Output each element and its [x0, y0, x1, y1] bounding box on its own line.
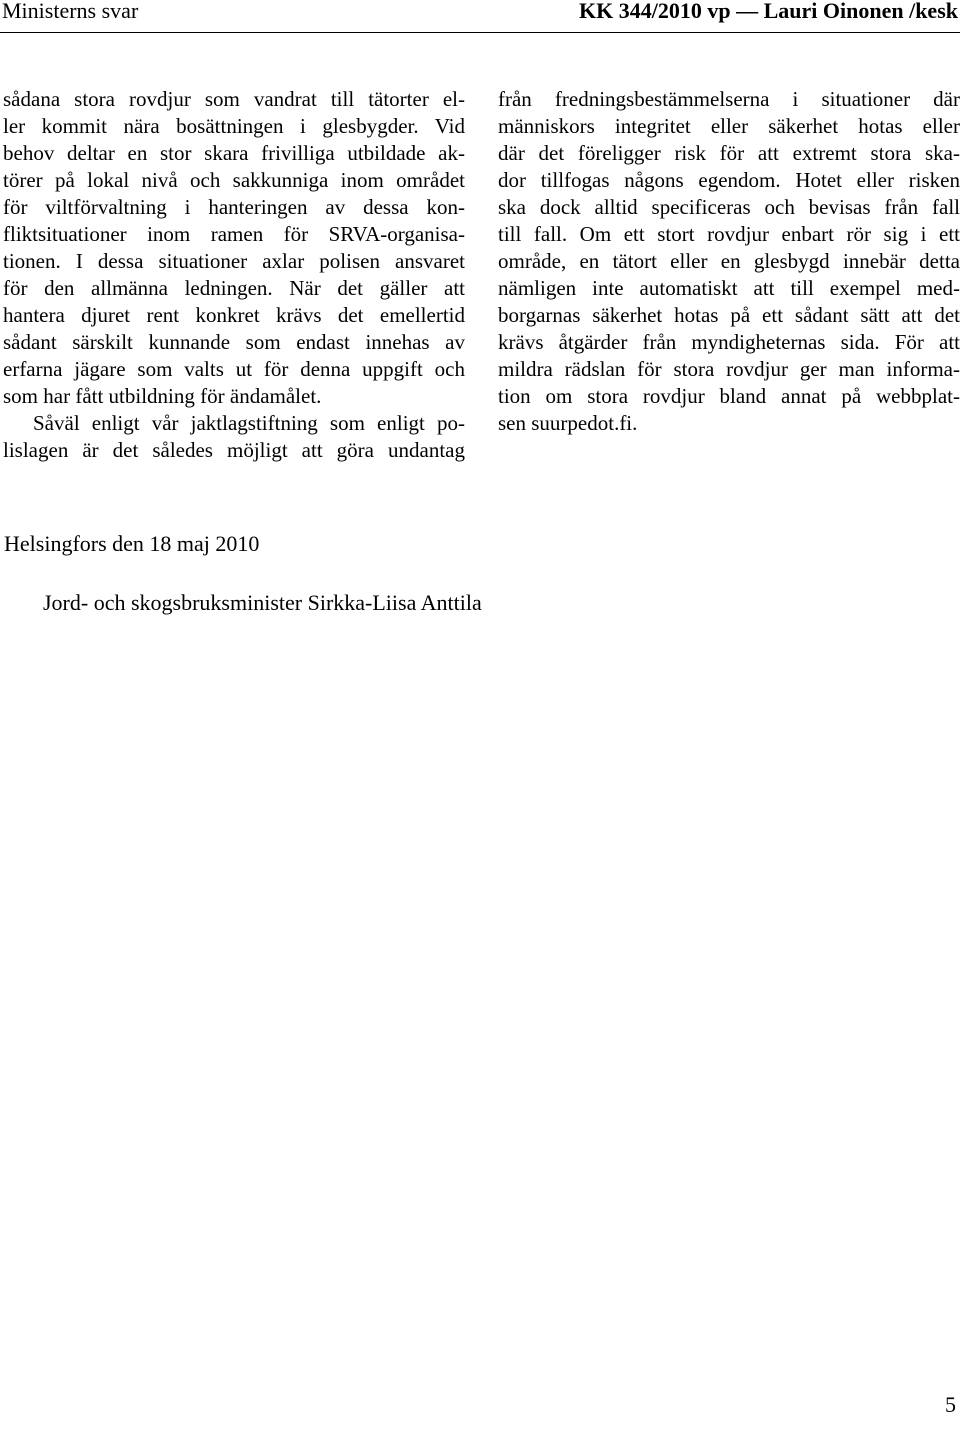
right-line-9: borgarnas säkerhet hotas på ett sådant sätt att det — [498, 303, 960, 327]
left-line-1: sådana stora rovdjur som vandrat till tätorter el- — [3, 87, 465, 111]
left-line-12: som har fått utbildning för ändamålet. — [3, 384, 322, 408]
left-line-14: lislagen är det således möjligt att göra undantag — [3, 438, 465, 462]
right-line-8: nämligen inte automatiskt att till exempel med- — [498, 276, 960, 300]
right-line-6: till fall. Om ett stort rovdjur enbart rör sig i ett — [498, 222, 960, 246]
right-line-2: människors integritet eller säkerhet hotas eller — [498, 114, 960, 138]
header-divider — [0, 32, 960, 33]
left-line-4: törer på lokal nivå och sakkunniga inom området — [3, 168, 465, 192]
right-line-10: krävs åtgärder från myndigheternas sida. För att — [498, 330, 960, 354]
right-line-5: ska dock alltid specificeras och bevisas från fall — [498, 195, 960, 219]
left-line-7: tionen. I dessa situationer axlar polisen ansvaret — [3, 249, 465, 273]
header-document-reference: KK 344/2010 vp — Lauri Oinonen /kesk — [579, 0, 958, 23]
place-and-date: Helsingfors den 18 maj 2010 — [4, 531, 260, 556]
body-left-column — [3, 86, 465, 464]
left-line-3: behov deltar en stor skara frivilliga utbildade ak- — [3, 141, 465, 165]
left-line-10: sådant särskilt kunnande som endast innehas av — [3, 330, 465, 354]
right-line-13: sen suurpedot.fi. — [498, 411, 638, 435]
header-section-title: Ministerns svar — [2, 0, 139, 23]
left-line-2: ler kommit nära bosättningen i glesbygder. Vid — [3, 114, 465, 138]
right-line-1: från fredningsbestämmelserna i situationer där — [498, 87, 960, 111]
right-line-12: tion om stora rovdjur bland annat på webbplat- — [498, 384, 960, 408]
right-line-7: område, en tätort eller en glesbygd innebär detta — [498, 249, 960, 273]
right-line-4: dor tillfogas någons egendom. Hotet eller risken — [498, 168, 960, 192]
left-line-8: för den allmänna ledningen. När det gäller att — [3, 276, 465, 300]
page-number: 5 — [945, 1392, 956, 1417]
body-right-column — [498, 86, 960, 437]
left-line-6: fliktsituationer inom ramen för SRVA-organisa- — [3, 222, 465, 246]
left-line-9: hantera djuret rent konkret krävs det emellertid — [3, 303, 465, 327]
left-line-13: Såväl enligt vår jaktlagstiftning som enligt po- — [33, 411, 465, 435]
left-line-11: erfarna jägare som valts ut för denna uppgift och — [3, 357, 465, 381]
minister-signature-line: Jord- och skogsbruksminister Sirkka-Liisa Anttila — [43, 590, 482, 615]
left-line-5: för viltförvaltning i hanteringen av dessa kon- — [3, 195, 465, 219]
right-line-11: mildra rädslan för stora rovdjur ger man informa- — [498, 357, 960, 381]
right-line-3: där det föreligger risk för att extremt stora ska- — [498, 141, 960, 165]
